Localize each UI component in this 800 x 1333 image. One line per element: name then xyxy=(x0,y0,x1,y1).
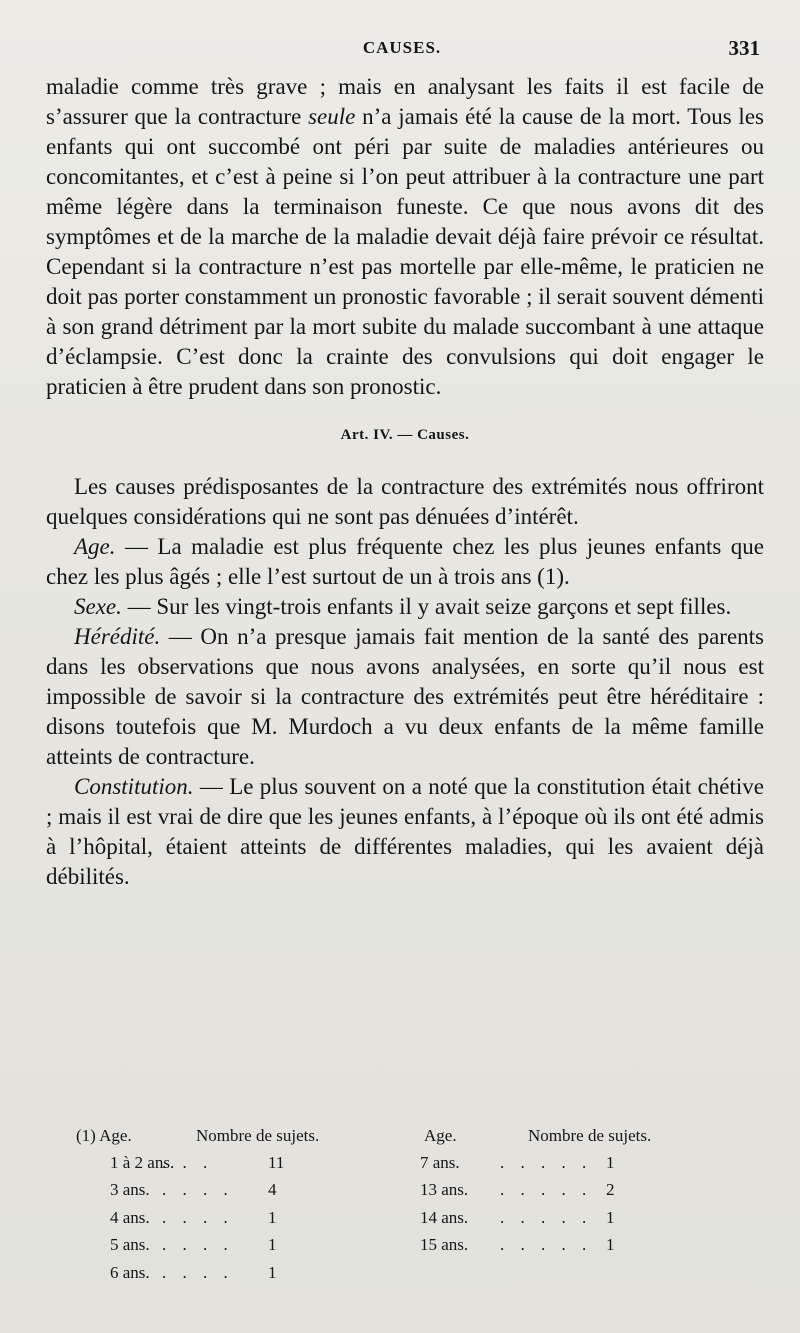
footnote-right-column xyxy=(420,1123,764,1287)
paragraph-intro: Les causes prédisposantes de la contracture des extrémités nous offriront quelques considérations qui ne sont pas dénuées d’intérêt. xyxy=(46,474,764,529)
table-row: 15 ans. . . . . . 1 xyxy=(420,1235,615,1255)
section-label: Age. xyxy=(74,534,116,559)
section-constitution: Constitution. — Le plus souvent on a noté que la constitution était chétive ; mais il est vrai de dire que les jeunes enfants, à l’époque où ils ont été admis à l’hôpital, étaient atteints de différentes maladies, qui les avaient déjà débilités. xyxy=(46,774,764,889)
page-number: 331 xyxy=(728,36,760,60)
table-row: 6 ans. . . . . 1 xyxy=(110,1262,277,1282)
col-age-header: Age. xyxy=(424,1126,457,1145)
section-label: Constitution. xyxy=(74,774,194,799)
emphasis-seule: seule xyxy=(308,104,356,129)
table-row: 1 à 2 ans. . . . 11 xyxy=(110,1152,285,1172)
col-count-header: Nombre de sujets. xyxy=(528,1126,652,1145)
col-age-header: Age. xyxy=(99,1126,132,1145)
running-title: CAUSES. xyxy=(362,38,442,57)
table-row: 5 ans. . . . . 1 xyxy=(110,1235,277,1255)
page-header xyxy=(44,34,760,68)
section-heredite: Hérédité. — On n’a presque jamais fait mention de la santé des parents dans les observations que nous avons analysées, en sorte qu’il nous est impossible de savoir si la contracture des extrémités peut être héréditaire : disons toutefois que M. Murdoch a vu deux enfants de la même famille atteints de contracture. xyxy=(46,624,764,769)
body-text xyxy=(46,72,764,892)
table-row: 4 ans. . . . . 1 xyxy=(110,1207,277,1227)
section-sexe: Sexe. — Sur les vingt-trois enfants il y avait seize garçons et sept filles. xyxy=(74,594,732,619)
table-row: 7 ans. . . . . . 1 xyxy=(420,1152,615,1172)
section-label: Sexe. xyxy=(74,594,122,619)
footnote-age-table xyxy=(76,1123,764,1287)
table-row: 13 ans. . . . . . 2 xyxy=(420,1180,615,1200)
article-heading: Art. IV. — Causes. xyxy=(340,427,470,443)
table-row: 14 ans. . . . . . 1 xyxy=(420,1207,615,1227)
section-age: Age. — La maladie est plus fréquente chez les plus jeunes enfants que chez les plus âgés ; elle l’est surtout de un à trois ans (1). xyxy=(46,534,764,589)
footnote-marker: (1) xyxy=(76,1126,96,1145)
col-count-header: Nombre de sujets. xyxy=(196,1126,320,1145)
table-row: 3 ans. . . . . 4 xyxy=(110,1180,277,1200)
footnote-left-column xyxy=(76,1123,420,1287)
section-label: Hérédité. xyxy=(74,624,161,649)
paragraph-prognosis: maladie comme très grave ; mais en analysant les faits il est facile de s’assurer que la contracture seule n’a jamais été la cause de la mort. Tous les enfants qui ont succombé ont péri par suite de maladies antérieures ou concomitantes, et c’est à peine si l’on peut attribuer à la contracture une part même légère dans la terminaison funeste. Ce que nous avons dit des symptômes et de la marche de la maladie devait déjà faire prévoir ce résultat. Cependant si la contracture n’est pas mortelle par elle-même, le praticien ne doit pas porter constamment un pronostic favorable ; il serait souvent démenti à son grand détriment par la mort subite du malade succombant à une attaque d’éclampsie. C’est donc la crainte des convulsions qui doit engager le praticien à être prudent dans son pronostic. xyxy=(46,74,764,399)
